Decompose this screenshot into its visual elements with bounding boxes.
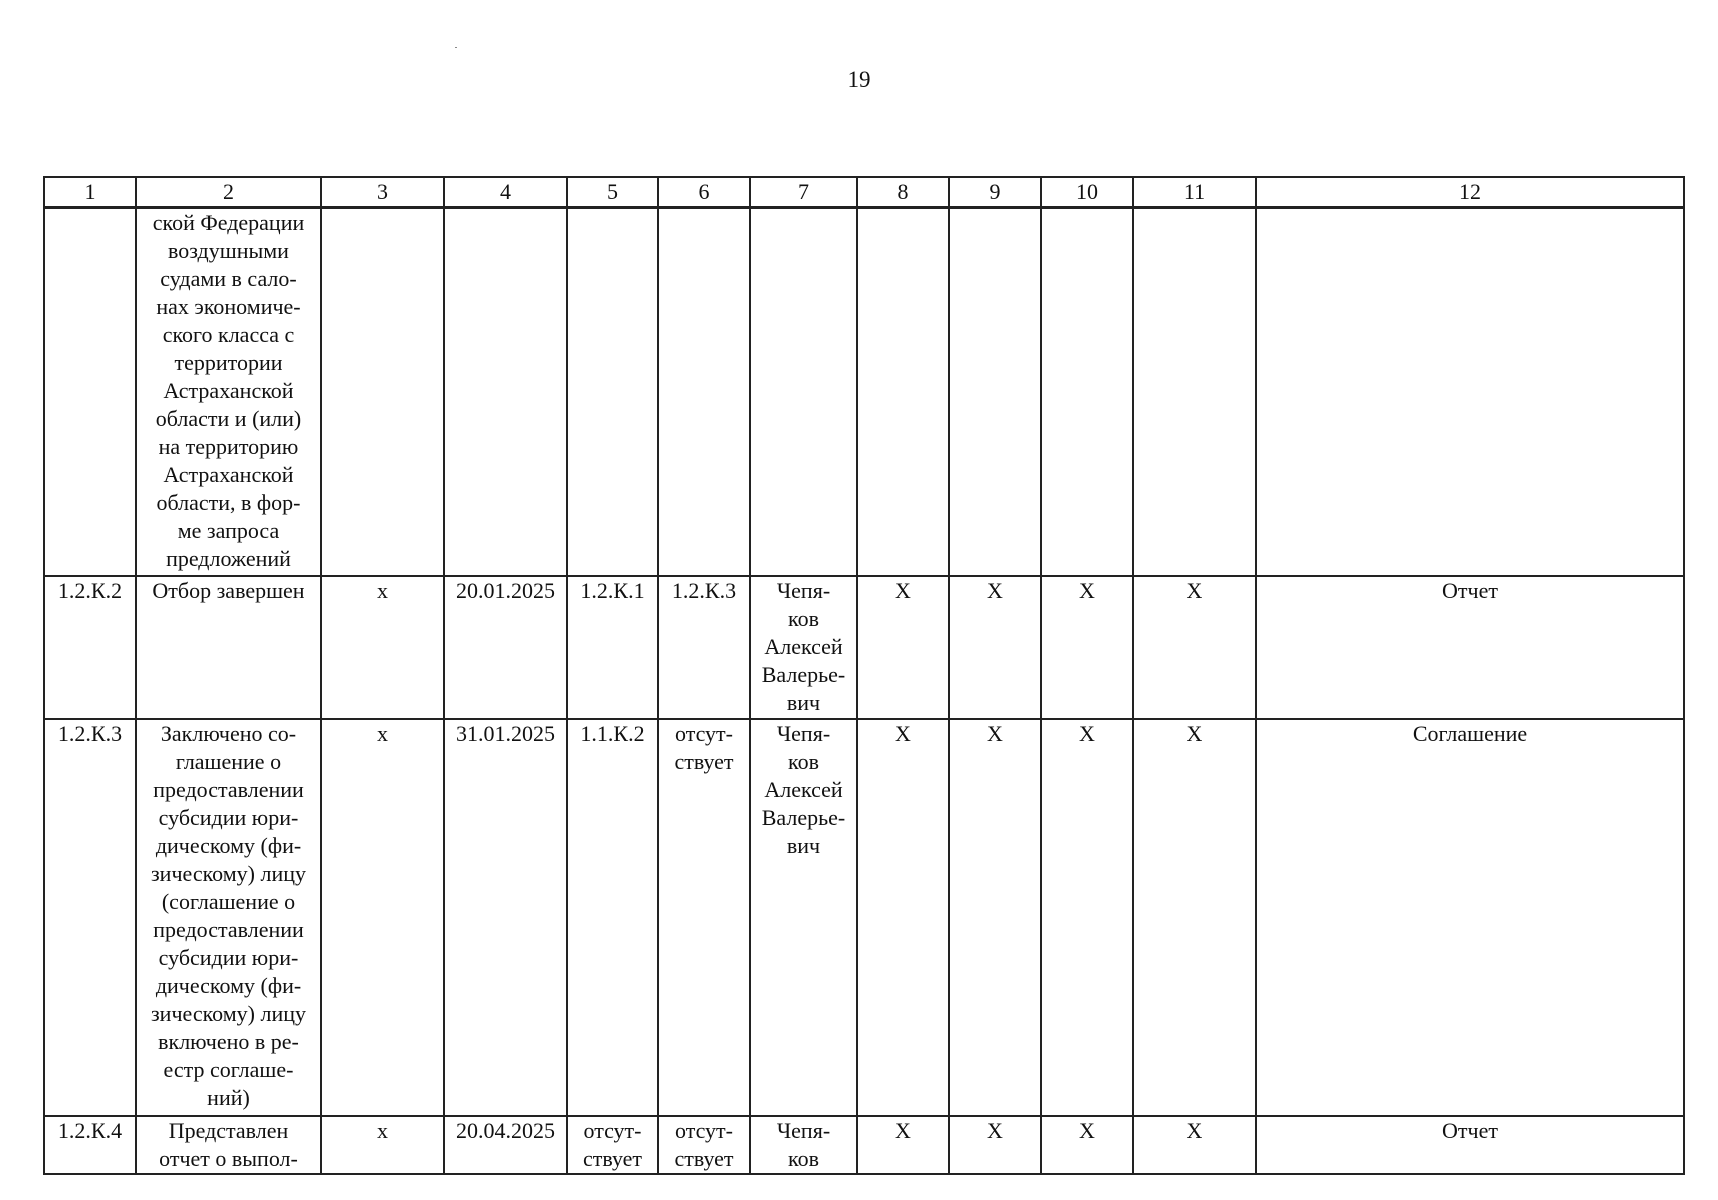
document-type-cell: Отчет	[1256, 576, 1684, 719]
scan-artifact-dot	[455, 47, 457, 48]
column-header-1: 1	[44, 177, 136, 208]
table-cell: Х	[1041, 1116, 1133, 1174]
document-type-cell: Соглашение	[1256, 719, 1684, 1116]
predecessor-cell: 1.2.К.1	[567, 576, 658, 719]
responsible-cell: Чепя- ков Алексей Валерье- вич	[750, 719, 857, 1116]
table-cell: Х	[949, 576, 1041, 719]
document-type-cell	[1256, 208, 1684, 576]
table-cell: Х	[1133, 719, 1256, 1116]
table-cell: Х	[949, 1116, 1041, 1174]
table-row	[44, 1116, 1684, 1174]
table-cell	[1041, 208, 1133, 576]
successor-cell: 1.2.К.3	[658, 576, 750, 719]
column-header-4: 4	[444, 177, 567, 208]
row-id-cell	[44, 208, 136, 576]
date-cell: 20.04.2025	[444, 1116, 567, 1174]
column-header-10: 10	[1041, 177, 1133, 208]
table-cell	[857, 208, 949, 576]
table-row	[44, 208, 1684, 576]
column-header-9: 9	[949, 177, 1041, 208]
event-description-cell: ской Федерации воздушными судами в сало- нах экономиче- ского класса с территории Астраханской области и (или) на территорию Астраханской области, в фор- ме запроса предложений	[136, 208, 321, 576]
date-cell: 31.01.2025	[444, 719, 567, 1116]
table-cell: х	[321, 576, 444, 719]
table-cell: х	[321, 719, 444, 1116]
event-description-cell: Заключено со- глашение о предоставлении субсидии юри- дическому (фи- зическому) лицу (соглашение о предоставлении субсидии юри- дическому (фи- зическому) лицу включено в ре- естр соглаше- ний)	[136, 719, 321, 1116]
responsible-cell: Чепя- ков Алексей Валерье- вич	[750, 576, 857, 719]
table-cell: Х	[857, 1116, 949, 1174]
table-cell: х	[321, 1116, 444, 1174]
row-id-cell: 1.2.К.4	[44, 1116, 136, 1174]
table-cell: Х	[1041, 719, 1133, 1116]
table-cell: Х	[1041, 576, 1133, 719]
column-header-6: 6	[658, 177, 750, 208]
date-cell: 20.01.2025	[444, 576, 567, 719]
column-header-2: 2	[136, 177, 321, 208]
predecessor-cell: 1.1.К.2	[567, 719, 658, 1116]
document-type-cell: Отчет	[1256, 1116, 1684, 1174]
successor-cell: отсут- ствует	[658, 719, 750, 1116]
row-id-cell: 1.2.К.3	[44, 719, 136, 1116]
page-number: 19	[847, 67, 871, 92]
column-header-5: 5	[567, 177, 658, 208]
table-cell: Х	[1133, 576, 1256, 719]
date-cell	[444, 208, 567, 576]
responsible-cell: Чепя- ков	[750, 1116, 857, 1174]
event-description-cell: Представлен отчет о выпол-	[136, 1116, 321, 1174]
table-row	[44, 576, 1684, 719]
event-description-cell: Отбор завершен	[136, 576, 321, 719]
predecessor-cell	[567, 208, 658, 576]
table-cell	[1133, 208, 1256, 576]
header-row	[44, 177, 1684, 208]
table-body	[44, 208, 1684, 1174]
column-header-3: 3	[321, 177, 444, 208]
successor-cell	[658, 208, 750, 576]
column-header-7: 7	[750, 177, 857, 208]
row-id-cell: 1.2.К.2	[44, 576, 136, 719]
table-cell: Х	[949, 719, 1041, 1116]
table-cell: Х	[857, 576, 949, 719]
table-cell	[321, 208, 444, 576]
table-cell	[949, 208, 1041, 576]
table-header	[44, 177, 1684, 208]
column-header-11: 11	[1133, 177, 1256, 208]
predecessor-cell: отсут- ствует	[567, 1116, 658, 1174]
responsible-cell	[750, 208, 857, 576]
table-cell: Х	[1133, 1116, 1256, 1174]
successor-cell: отсут- ствует	[658, 1116, 750, 1174]
table-row	[44, 719, 1684, 1116]
column-header-8: 8	[857, 177, 949, 208]
table-cell: Х	[857, 719, 949, 1116]
column-header-12: 12	[1256, 177, 1684, 208]
document-table	[43, 176, 1685, 1175]
